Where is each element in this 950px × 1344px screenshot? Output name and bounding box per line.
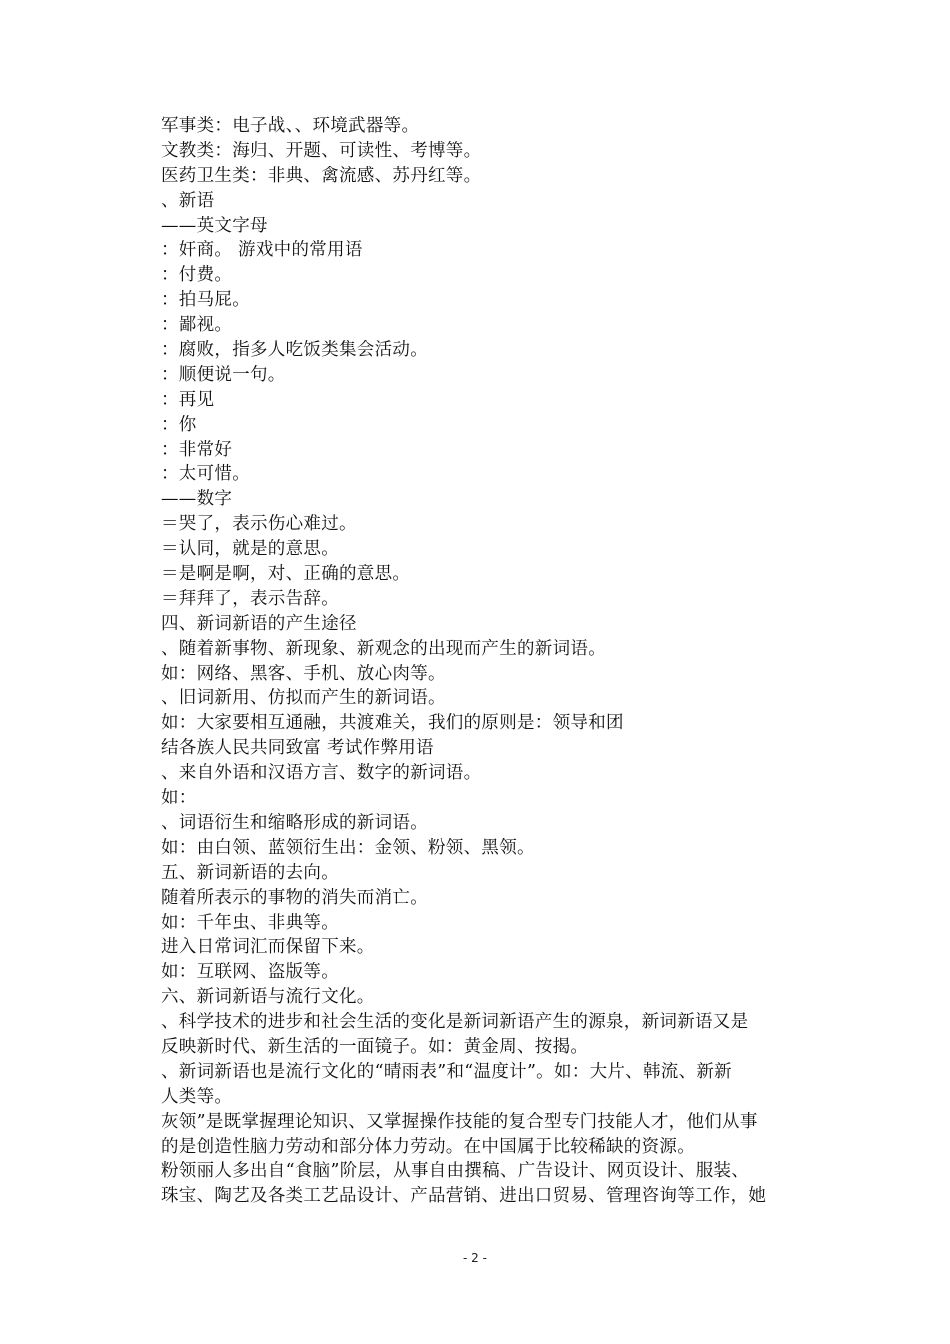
- section-heading: 四、新词新语的产生途径: [161, 613, 357, 634]
- text-line: 如：: [161, 788, 197, 809]
- text-line: ：顺便说一句。: [161, 364, 286, 385]
- text-line: 、科学技术的进步和社会生活的变化是新词新语产生的源泉，新词新语又是: [161, 1012, 749, 1033]
- text-line: 珠宝、陶艺及各类工艺品设计、产品营销、进出口贸易、管理咨询等工作，她: [161, 1186, 767, 1207]
- text-line: 反映新时代、新生活的一面镜子。如：黄金周、按揭。: [161, 1036, 589, 1057]
- text-line: 如：大家要相互通融，共渡难关，我们的原则是：领导和团: [161, 713, 624, 734]
- text-line: 如：网络、黑客、手机、放心肉等。: [161, 663, 446, 684]
- text-line: ：你: [161, 414, 197, 435]
- section-heading: 六、新词新语与流行文化。: [161, 987, 375, 1008]
- text-line: 、随着新事物、新现象、新观念的出现而产生的新词语。: [161, 638, 606, 659]
- text-line: ：非常好: [161, 439, 233, 460]
- document-body: [161, 114, 811, 1209]
- text-line: ：拍马屁。: [161, 290, 250, 311]
- text-line: 如：由白领、蓝领衍生出：金领、粉领、黑领。: [161, 837, 535, 858]
- text-line: 人类等。: [161, 1086, 233, 1107]
- text-line: 灰领”是既掌握理论知识、又掌握操作技能的复合型专门技能人才，他们从事: [161, 1111, 758, 1132]
- text-line: 、旧词新用、仿拟而产生的新词语。: [161, 688, 446, 709]
- page-number: - 2 -: [463, 1251, 487, 1265]
- section-heading: 、新语: [161, 190, 215, 211]
- text-line: 文教类：海归、开题、可读性、考博等。: [161, 140, 482, 161]
- text-line: 、新词新语也是流行文化的“晴雨表”和“温度计”。如：大片、韩流、新新: [161, 1061, 732, 1082]
- text-line: ＝拜拜了，表示告辞。: [161, 588, 339, 609]
- text-line: 的是创造性脑力劳动和部分体力劳动。在中国属于比较稀缺的资源。: [161, 1136, 695, 1157]
- text-line: 医药卫生类：非典、禽流感、苏丹红等。: [161, 165, 482, 186]
- text-line: 随着所表示的事物的消失而消亡。: [161, 887, 428, 908]
- text-line: ：太可惜。: [161, 464, 250, 485]
- text-line: ：奸商。 游戏中的常用语: [161, 240, 363, 261]
- text-line: ＝哭了，表示伤心难过。: [161, 514, 357, 535]
- text-line: 结各族人民共同致富 考试作弊用语: [161, 738, 434, 759]
- text-line: ：腐败，指多人吃饭类集会活动。: [161, 340, 428, 361]
- text-line: 、词语衍生和缩略形成的新词语。: [161, 812, 428, 833]
- text-line: ＝认同，就是的意思。: [161, 539, 339, 560]
- text-line: ＝是啊是啊，对、正确的意思。: [161, 564, 411, 585]
- text-line: ：鄙视。: [161, 315, 233, 336]
- text-line: 粉领丽人多出自“食脑”阶层，从事自由撰稿、广告设计、网页设计、服装、: [161, 1161, 750, 1182]
- text-line: 军事类：电子战、、环境武器等。: [161, 116, 420, 136]
- text-line: ：付费。: [161, 265, 233, 286]
- text-line: 如：互联网、盗版等。: [161, 962, 339, 983]
- text-line: ：再见: [161, 389, 215, 410]
- text-line: 、来自外语和汉语方言、数字的新词语。: [161, 763, 482, 784]
- sub-heading: ——英文字母: [161, 215, 268, 236]
- sub-heading: ——数字: [161, 489, 233, 510]
- section-heading: 五、新词新语的去向。: [161, 862, 339, 883]
- text-line: 进入日常词汇而保留下来。: [161, 937, 375, 958]
- text-line: 如：千年虫、非典等。: [161, 912, 339, 933]
